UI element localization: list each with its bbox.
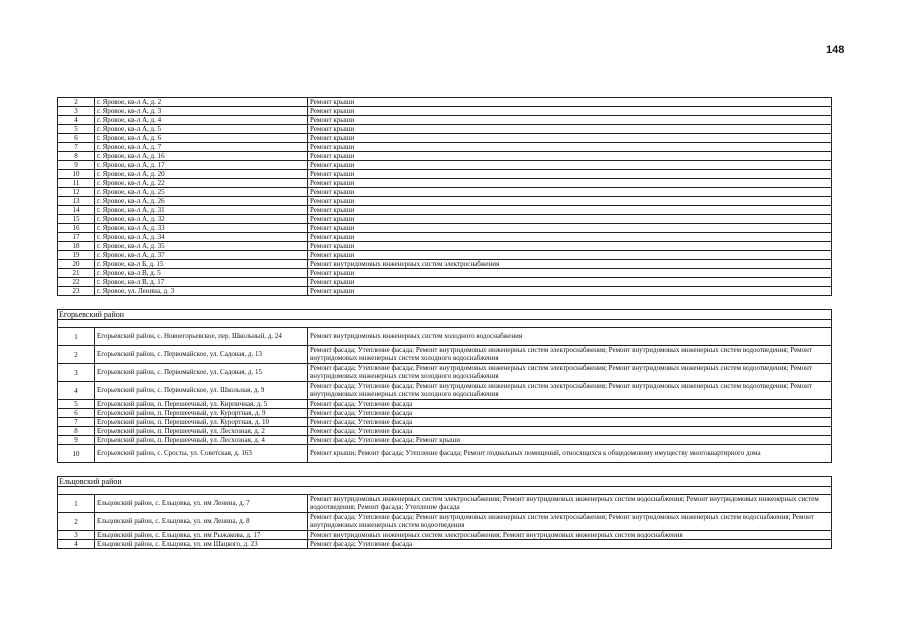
row-work: Ремонт фасада; Утепление фасада; Ремонт внутридомовых инженерных систем электроснабжения; Ремонт внутридомовых инженерных систем водоотведения; Ремонт внутридомовых инженерных систем холодного водоснабжения xyxy=(308,346,832,364)
row-number: 6 xyxy=(58,134,95,143)
table-row xyxy=(58,260,832,269)
district-blank-row xyxy=(58,487,832,495)
row-number: 17 xyxy=(58,233,95,242)
row-work: Ремонт фасада; Утепление фасада xyxy=(308,400,832,409)
spacer-cell xyxy=(58,296,832,310)
row-number: 1 xyxy=(58,495,95,513)
row-work: Ремонт внутридомовых инженерных систем холодного водоснабжения xyxy=(308,328,832,346)
row-number: 9 xyxy=(58,436,95,445)
table-row xyxy=(58,197,832,206)
row-address: г. Яровое, кв-л А, д. 37 xyxy=(95,251,308,260)
row-work: Ремонт крыши xyxy=(308,152,832,161)
row-number: 4 xyxy=(58,116,95,125)
row-number: 23 xyxy=(58,287,95,296)
repair-table-body xyxy=(58,98,832,549)
repair-table xyxy=(57,97,832,549)
row-number: 20 xyxy=(58,260,95,269)
row-address: г. Яровое, кв-л В, д. 5 xyxy=(95,269,308,278)
row-number: 5 xyxy=(58,400,95,409)
row-address: г. Яровое, кв-л А, д. 16 xyxy=(95,152,308,161)
row-address: Егорьевский район, п. Перешеечный, ул. Лесхозная, д. 4 xyxy=(95,436,308,445)
row-number: 8 xyxy=(58,427,95,436)
table-row xyxy=(58,125,832,134)
table-row xyxy=(58,328,832,346)
row-work: Ремонт фасада; Утепление фасада xyxy=(308,540,832,549)
blank-cell xyxy=(58,320,832,328)
row-address: Егорьевский район, с. Сросты, ул. Советская, д. 163 xyxy=(95,445,308,463)
table-row xyxy=(58,346,832,364)
row-number: 12 xyxy=(58,188,95,197)
row-work: Ремонт фасада; Утепление фасада xyxy=(308,418,832,427)
row-number: 3 xyxy=(58,107,95,116)
row-number: 14 xyxy=(58,206,95,215)
district-title: Егорьевский район xyxy=(58,310,832,320)
page-number: 148 xyxy=(826,44,845,56)
row-address: Ельцовский район, с. Ельцовка, ул. им Рыжакова, д. 17 xyxy=(95,531,308,540)
table-row xyxy=(58,134,832,143)
row-address: г. Яровое, кв-л А, д. 33 xyxy=(95,224,308,233)
row-address: г. Яровое, кв-л А, д. 3 xyxy=(95,107,308,116)
row-number: 10 xyxy=(58,445,95,463)
table-row xyxy=(58,179,832,188)
row-number: 1 xyxy=(58,328,95,346)
row-work: Ремонт фасада; Утепление фасада; Ремонт крыши xyxy=(308,436,832,445)
district-header-elts xyxy=(58,477,832,487)
row-address: г. Яровое, кв-л А, д. 32 xyxy=(95,215,308,224)
row-address: Егорьевский район, п. Перешеечный, ул. Кирпичная, д. 5 xyxy=(95,400,308,409)
row-address: Егорьевский район, с. Первомайское, ул. Садовая, д. 15 xyxy=(95,364,308,382)
row-number: 11 xyxy=(58,179,95,188)
row-address: г. Яровое, кв-л А, д. 5 xyxy=(95,125,308,134)
row-address: Егорьевский район, с. Первомайское, ул. Садовая, д. 13 xyxy=(95,346,308,364)
table-row xyxy=(58,400,832,409)
row-work: Ремонт крыши xyxy=(308,251,832,260)
row-address: г. Яровое, кв-л А, д. 17 xyxy=(95,161,308,170)
table-row xyxy=(58,152,832,161)
row-address: г. Яровое, кв-л В, д. 17 xyxy=(95,278,308,287)
table-row xyxy=(58,224,832,233)
row-address: г. Яровое, кв-л А, д. 20 xyxy=(95,170,308,179)
table-row xyxy=(58,269,832,278)
table-row xyxy=(58,107,832,116)
row-number: 22 xyxy=(58,278,95,287)
row-work: Ремонт крыши xyxy=(308,98,832,107)
table-row xyxy=(58,251,832,260)
row-work: Ремонт фасада; Утепление фасада xyxy=(308,409,832,418)
row-number: 13 xyxy=(58,197,95,206)
row-number: 15 xyxy=(58,215,95,224)
table-row xyxy=(58,364,832,382)
district-spacer xyxy=(58,296,832,310)
row-number: 7 xyxy=(58,418,95,427)
row-number: 6 xyxy=(58,409,95,418)
row-number: 3 xyxy=(58,531,95,540)
row-work: Ремонт крыши xyxy=(308,215,832,224)
row-number: 18 xyxy=(58,242,95,251)
table-row xyxy=(58,188,832,197)
table-row xyxy=(58,242,832,251)
district-blank-row xyxy=(58,320,832,328)
row-work: Ремонт крыши xyxy=(308,143,832,152)
row-number: 2 xyxy=(58,346,95,364)
row-work: Ремонт фасада; Утепление фасада; Ремонт внутридомовых инженерных систем электроснабжения; Ремонт внутридомовых инженерных систем водоотведения; Ремонт внутридомовых инженерных систем холодного водоснабжения xyxy=(308,364,832,382)
row-work: Ремонт внутридомовых инженерных систем электроснабжения xyxy=(308,260,832,269)
row-number: 9 xyxy=(58,161,95,170)
row-address: г. Яровое, кв-л А, д. 7 xyxy=(95,143,308,152)
row-work: Ремонт крыши xyxy=(308,116,832,125)
row-work: Ремонт крыши xyxy=(308,242,832,251)
row-work: Ремонт фасада; Утепление фасада xyxy=(308,427,832,436)
blank-cell xyxy=(58,487,832,495)
row-work: Ремонт крыши xyxy=(308,197,832,206)
row-work: Ремонт крыши xyxy=(308,107,832,116)
table-row xyxy=(58,233,832,242)
row-work: Ремонт крыши xyxy=(308,188,832,197)
table-row xyxy=(58,215,832,224)
row-number: 5 xyxy=(58,125,95,134)
row-address: г. Яровое, кв-л А, д. 35 xyxy=(95,242,308,251)
row-work: Ремонт крыши xyxy=(308,161,832,170)
table-row xyxy=(58,445,832,463)
table-row xyxy=(58,531,832,540)
table-row xyxy=(58,513,832,531)
table-row xyxy=(58,382,832,400)
row-address: Ельцовский район, с. Ельцовка, ул. им Шацкого, д. 23 xyxy=(95,540,308,549)
table-row xyxy=(58,98,832,107)
table-row xyxy=(58,143,832,152)
table-row xyxy=(58,436,832,445)
row-number: 4 xyxy=(58,540,95,549)
table-row xyxy=(58,287,832,296)
row-work: Ремонт крыши xyxy=(308,170,832,179)
row-address: г. Яровое, кв-л А, д. 4 xyxy=(95,116,308,125)
row-work: Ремонт внутридомовых инженерных систем электроснабжения; Ремонт внутридомовых инженерных систем водоснабжения; Ремонт внутридомовых инженерных систем водоотведения; Ремонт фасада; Утепление фасада xyxy=(308,495,832,513)
district-spacer xyxy=(58,463,832,477)
row-address: г. Яровое, кв-л А, д. 22 xyxy=(95,179,308,188)
row-address: Егорьевский район, с. Новоегорьевское, пер. Школьный, д. 24 xyxy=(95,328,308,346)
table-row xyxy=(58,170,832,179)
table-row xyxy=(58,427,832,436)
row-address: Ельцовский район, с. Ельцовка, ул. им Ленина, д. 7 xyxy=(95,495,308,513)
row-number: 16 xyxy=(58,224,95,233)
table-row xyxy=(58,278,832,287)
row-number: 3 xyxy=(58,364,95,382)
row-work: Ремонт крыши xyxy=(308,179,832,188)
row-address: г. Яровое, кв-л А, д. 26 xyxy=(95,197,308,206)
row-address: Егорьевский район, с. Первомайское, ул. Школьная, д. 9 xyxy=(95,382,308,400)
row-work: Ремонт крыши xyxy=(308,287,832,296)
row-number: 10 xyxy=(58,170,95,179)
spacer-cell xyxy=(58,463,832,477)
row-number: 7 xyxy=(58,143,95,152)
table-row xyxy=(58,418,832,427)
row-address: Егорьевский район, п. Перешеечный, ул. Курортная, д. 9 xyxy=(95,409,308,418)
table-row xyxy=(58,409,832,418)
table-row xyxy=(58,206,832,215)
row-address: Егорьевский район, п. Перешеечный, ул. Лесхозная, д. 2 xyxy=(95,427,308,436)
row-work: Ремонт крыши xyxy=(308,269,832,278)
row-number: 4 xyxy=(58,382,95,400)
table-row xyxy=(58,116,832,125)
district-header-egor xyxy=(58,310,832,320)
table-row xyxy=(58,161,832,170)
row-address: Ельцовский район, с. Ельцовка, ул. им Ленина, д. 8 xyxy=(95,513,308,531)
row-address: г. Яровое, кв-л А, д. 34 xyxy=(95,233,308,242)
row-work: Ремонт крыши xyxy=(308,233,832,242)
row-address: г. Яровое, кв-л Б, д. 15 xyxy=(95,260,308,269)
row-address: г. Яровое, кв-л А, д. 25 xyxy=(95,188,308,197)
row-work: Ремонт фасада; Утепление фасада; Ремонт внутридомовых инженерных систем электроснабжения; Ремонт внутридомовых инженерных систем водоснабжения; Ремонт внутридомовых инженерных систем водоотведения xyxy=(308,513,832,531)
row-work: Ремонт крыши xyxy=(308,206,832,215)
row-address: г. Яровое, кв-л А, д. 6 xyxy=(95,134,308,143)
row-work: Ремонт крыши xyxy=(308,125,832,134)
row-address: Егорьевский район, п. Перешеечный, ул. Курортная, д. 10 xyxy=(95,418,308,427)
row-number: 21 xyxy=(58,269,95,278)
row-number: 19 xyxy=(58,251,95,260)
row-work: Ремонт крыши xyxy=(308,134,832,143)
row-work: Ремонт внутридомовых инженерных систем электроснабжения; Ремонт внутридомовых инженерных систем водоснабжения xyxy=(308,531,832,540)
row-address: г. Яровое, кв-л А, д. 31 xyxy=(95,206,308,215)
district-title: Ельцовский район xyxy=(58,477,832,487)
row-number: 2 xyxy=(58,513,95,531)
row-work: Ремонт фасада; Утепление фасада; Ремонт внутридомовых инженерных систем электроснабжения; Ремонт внутридомовых инженерных систем водоотведения; Ремонт внутридомовых инженерных систем холодного водоснабжения xyxy=(308,382,832,400)
row-work: Ремонт крыши xyxy=(308,278,832,287)
row-number: 2 xyxy=(58,98,95,107)
row-address: г. Яровое, ул. Ленина, д. 3 xyxy=(95,287,308,296)
row-number: 8 xyxy=(58,152,95,161)
table-row xyxy=(58,540,832,549)
table-row xyxy=(58,495,832,513)
row-work: Ремонт крыши; Ремонт фасада; Утепление фасада; Ремонт подвальных помещений, относящихся к общедомовому имуществу многоквартирного дома xyxy=(308,445,832,463)
row-work: Ремонт крыши xyxy=(308,224,832,233)
row-address: г. Яровое, кв-л А, д. 2 xyxy=(95,98,308,107)
